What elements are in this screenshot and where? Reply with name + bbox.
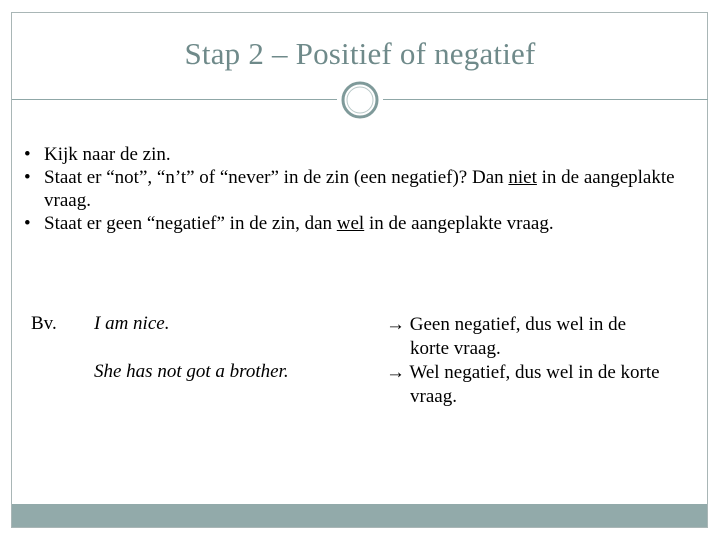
bullet-text-before: Staat er “not”, “n’t” of “never” in de zin (een negatief)? Dan [44,167,509,188]
example-note-line: korte vraag. [410,338,501,359]
title-divider-left [12,99,337,100]
bullet-item [24,143,684,166]
bullet-icon: • [24,213,31,234]
example-sentence: I am nice. [94,313,170,334]
bullet-item [24,166,684,212]
bullet-text: Kijk naar de zin. [44,144,171,165]
example-sentence: She has not got a brother. [94,361,289,382]
example-label: Bv. [31,313,57,334]
bullet-list [24,143,684,235]
slide-title: Stap 2 – Positief of negatief [184,36,536,71]
example-note [386,313,706,361]
bottom-bar [12,504,707,527]
title-divider-right [383,99,708,100]
bullet-item [24,212,684,235]
arrow-right-icon: → [386,362,405,383]
example-note-line: vraag. [410,386,457,407]
bullet-text-after: in de aangeplakte vraag. [44,167,675,211]
bullet-icon: • [24,167,31,188]
bullet-icon: • [24,144,31,165]
underlined-word: wel [336,213,365,234]
ring-ornament-icon [340,80,380,120]
bullet-text-after: in de aangeplakte vraag. [364,213,554,234]
example-note [386,361,706,409]
underlined-word: niet [508,167,537,188]
arrow-right-icon: → [386,314,405,335]
bullet-text-before: Staat er geen “negatief” in de zin, dan [44,213,337,234]
example-note-line: Wel negatief, dus wel in de korte [409,362,660,383]
example-note-line: Geen negatief, dus wel in de [409,314,627,335]
